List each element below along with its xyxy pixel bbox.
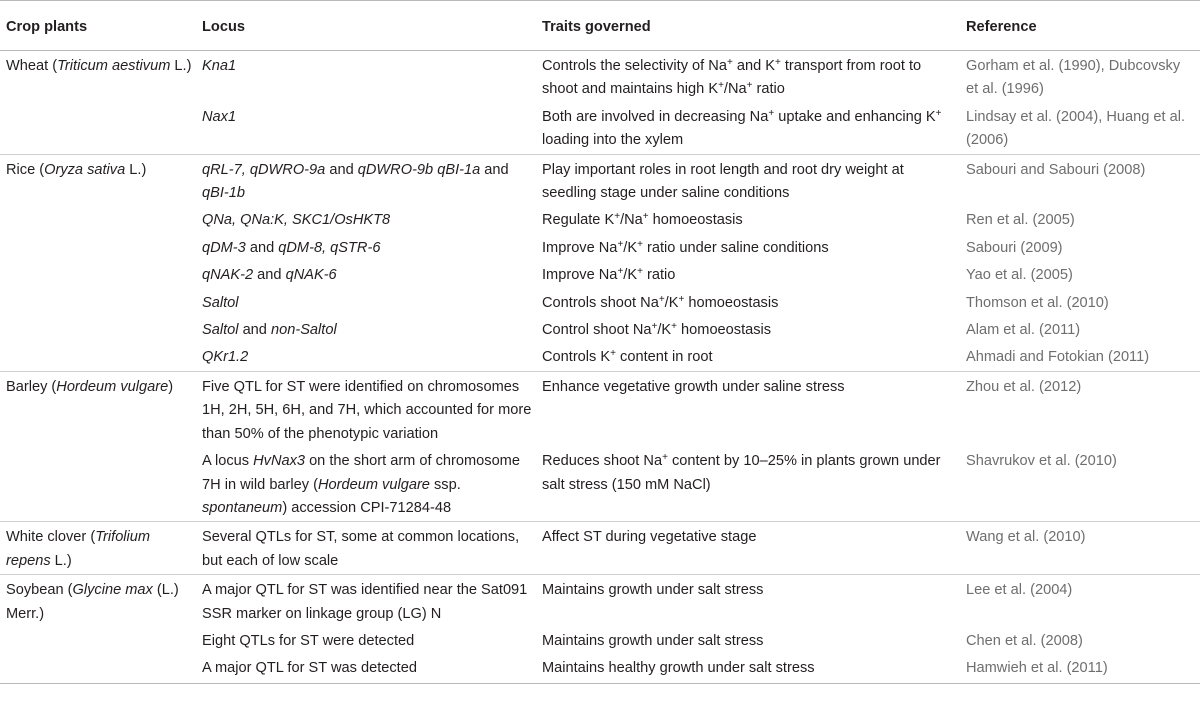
crop-plant-cell — [0, 103, 196, 154]
locus-cell: Eight QTLs for ST were detected — [202, 632, 415, 649]
table-row — [0, 371, 1200, 447]
crop-authority: ) — [168, 378, 174, 395]
locus-cell: Kna1 — [196, 51, 536, 103]
crop-scientific-name: Trifolium repens — [6, 529, 151, 569]
reference-cell: Lee et al. (2004) — [960, 575, 1200, 627]
table-row — [0, 234, 1200, 261]
traits-cell: Improve Na+/K+ ratio under saline conditions — [542, 238, 829, 256]
crop-plant-cell — [0, 154, 196, 206]
header-crop-plants: Crop plants — [0, 1, 196, 51]
crop-plant-cell — [0, 261, 196, 288]
traits-cell: Enhance vegetative growth under saline stress — [536, 371, 960, 447]
header-locus: Locus — [196, 1, 536, 51]
table-row — [0, 316, 1200, 343]
table-row — [0, 51, 1200, 103]
reference-cell: Shavrukov et al. (2010) — [966, 453, 1117, 470]
locus-cell: QNa, QNa:K, SKC1/OsHKT8 — [202, 212, 391, 229]
crop-plant-cell — [0, 289, 196, 316]
reference-cell: Zhou et al. (2012) — [960, 371, 1200, 447]
crop-plant-cell — [0, 654, 196, 683]
crop-authority: (L.) Merr.) — [6, 582, 179, 622]
header-reference: Reference — [960, 1, 1200, 51]
locus-cell: Saltol — [202, 294, 239, 311]
reference-cell: Gorham et al. (1990), Dubcovsky et al. (1996) — [960, 51, 1200, 103]
traits-cell: Affect ST during vegetative stage — [536, 522, 960, 575]
traits-cell: Controls the selectivity of Na+ and K+ transport from root to shoot and maintains high K+/Na+ ratio — [536, 51, 960, 103]
crop-plant-cell — [0, 447, 196, 522]
reference-cell: Hamwieh et al. (2011) — [960, 654, 1200, 683]
crop-plant-cell — [0, 206, 196, 233]
locus-cell: A major QTL for ST was detected — [196, 654, 536, 683]
reference-cell: Yao et al. (2005) — [966, 267, 1073, 284]
table-row — [0, 154, 1200, 206]
crop-plant-cell — [0, 627, 196, 654]
table-body — [0, 51, 1200, 684]
crop-common-name: Soybean ( — [6, 582, 73, 599]
locus-cell: qRL-7, qDWRO-9a and qDWRO-9b qBI-1a and qBI-1b — [196, 154, 536, 206]
traits-cell: Improve Na+/K+ ratio — [542, 266, 676, 284]
traits-cell: Controls shoot Na+/K+ homoeostasis — [542, 293, 779, 311]
crop-scientific-name: Oryza sativa — [44, 161, 126, 178]
locus-cell: qDM-3 and qDM-8, qSTR-6 — [202, 239, 381, 256]
crop-scientific-name: Triticum aestivum — [57, 58, 171, 74]
table-row — [0, 206, 1200, 233]
reference-cell: Wang et al. (2010) — [960, 522, 1200, 575]
table-row — [0, 654, 1200, 683]
table-row — [0, 343, 1200, 371]
crop-plant-cell — [0, 316, 196, 343]
table-row — [0, 522, 1200, 575]
crop-plant-cell — [0, 343, 196, 371]
crop-plant-cell — [0, 371, 196, 447]
crop-common-name: Rice ( — [6, 161, 45, 178]
table-row — [0, 575, 1200, 627]
locus-cell: Five QTL for ST were identified on chromosomes 1H, 2H, 5H, 6H, and 7H, which accounted for more than 50% of the phenotypic variation — [196, 371, 536, 447]
table-row — [0, 103, 1200, 154]
traits-cell: Regulate K+/Na+ homoeostasis — [542, 211, 743, 229]
table-header — [0, 1, 1200, 51]
reference-cell: Thomson et al. (2010) — [966, 294, 1109, 311]
traits-cell: Controls K+ content in root — [542, 348, 713, 366]
crop-scientific-name: Glycine max — [72, 582, 153, 599]
traits-cell: Maintains growth under salt stress — [536, 575, 960, 627]
reference-cell: Alam et al. (2011) — [966, 322, 1081, 339]
crop-plant-cell — [0, 522, 196, 575]
traits-cell: Both are involved in decreasing Na+ uptake and enhancing K+ loading into the xylem — [542, 107, 942, 149]
traits-cell: Maintains growth under salt stress — [542, 632, 764, 649]
crop-common-name: Wheat ( — [6, 58, 58, 74]
table-row — [0, 261, 1200, 288]
table-row — [0, 447, 1200, 522]
header-row — [0, 1, 1200, 51]
table-row — [0, 627, 1200, 654]
crop-scientific-name: Hordeum vulgare — [56, 378, 169, 395]
reference-cell: Sabouri (2009) — [966, 239, 1063, 256]
locus-cell: Nax1 — [202, 108, 237, 125]
crop-authority: L.) — [125, 161, 147, 178]
locus-cell: A locus HvNax3 on the short arm of chromosome 7H in wild barley (Hordeum vulgare ssp. spontaneum) accession CPI-71284-48 — [202, 453, 520, 516]
locus-cell: Saltol and non-Saltol — [202, 322, 337, 339]
reference-cell: Sabouri and Sabouri (2008) — [960, 154, 1200, 206]
locus-cell: QKr1.2 — [202, 349, 249, 366]
locus-cell: qNAK-2 and qNAK-6 — [202, 267, 337, 284]
table-row — [0, 289, 1200, 316]
traits-cell: Maintains healthy growth under salt stress — [536, 654, 960, 683]
traits-cell: Reduces shoot Na+ content by 10–25% in plants grown under salt stress (150 mM NaCl) — [542, 452, 941, 493]
locus-cell: Several QTLs for ST, some at common locations, but each of low scale — [196, 522, 536, 575]
crop-authority: L.) — [170, 58, 192, 74]
traits-cell: Play important roles in root length and root dry weight at seedling stage under saline conditions — [536, 154, 960, 206]
crop-authority: L.) — [50, 552, 72, 569]
crop-common-name: White clover ( — [6, 529, 96, 546]
reference-cell: Chen et al. (2008) — [966, 632, 1083, 649]
crop-common-name: Barley ( — [6, 378, 57, 395]
header-traits-governed: Traits governed — [536, 1, 960, 51]
reference-cell: Lindsay et al. (2004), Huang et al. (2006) — [966, 108, 1186, 149]
reference-cell: Ahmadi and Fotokian (2011) — [966, 349, 1150, 366]
reference-cell: Ren et al. (2005) — [966, 212, 1075, 229]
crop-plant-cell — [0, 575, 196, 627]
crop-plant-cell — [0, 51, 196, 103]
crop-plant-cell — [0, 234, 196, 261]
locus-cell: A major QTL for ST was identified near the Sat091 SSR marker on linkage group (LG) N — [196, 575, 536, 627]
traits-cell: Control shoot Na+/K+ homoeostasis — [542, 321, 772, 339]
